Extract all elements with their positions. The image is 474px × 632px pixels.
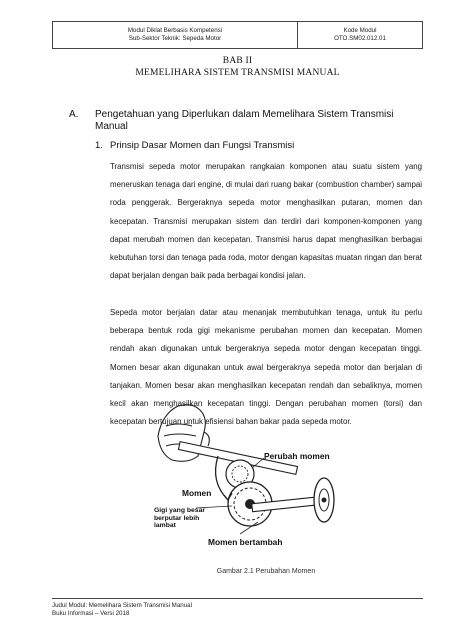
chapter-title: MEMELIHARA SISTEM TRANSMISI MANUAL [135, 68, 340, 78]
figure-perubahan-momen [148, 396, 338, 558]
page-footer [52, 598, 423, 618]
section-a-title: Pengetahuan yang Diperlukan dalam Memelihara Sistem Transmisi Manual [95, 109, 394, 132]
paragraph-transmisi-definition: Transmisi sepeda motor merupakan rangkaian komponen atau suatu sistem yang meneruskan tenaga dari engine, di mulai dari ruang bakar (combustion chamber) sampai roda penggerak. Bergeraknya sepeda motor menghasilkan putaran, momen dan kecepatan. Transmisi merupakan sistem dan terdiri dari komponen-komponen yang dapat merubah momen dan kecepatan. Transmisi harus dapat menghasilkan berbagai kebutuhan torsi dan tenaga pada roda, motor dengan kapasitas muatan ringan dan berat dapat berjalan dengan baik pada berbagai kondisi jalan. [110, 161, 422, 281]
subsection-number: 1. [95, 140, 103, 151]
module-code-value: OTO.SM02.012.01 [334, 35, 386, 42]
section-a-letter: A. [69, 109, 79, 120]
label-gigi-line2: berputar lebih [154, 514, 200, 522]
module-subsector-label: Sub-Sektor Teknik: Sepeda Motor [128, 35, 222, 42]
label-gigi-besar [154, 507, 205, 530]
module-header-right [298, 22, 422, 48]
footer-book-version: Buku Informasi – Versi 2018 [52, 610, 130, 617]
module-code-heading: Kode Modul [343, 27, 377, 34]
paragraph-momen-kecepatan: Sepeda motor berjalan datar atau menanjak membutuhkan tenaga, untuk itu perlu beberapa bentuk roda gigi mekanisme perubahan momen dan kecepatan. Momen rendah akan digunakan untuk bergeraknya sepeda motor dengan kecepatan tinggi. Momen besar akan digunakan untuk awal bergeraknya sepeda motor dan berjalan di tanjakan. Momen besar akan menghasilkan kecepatan rendah dan sebaliknya, momen kecil akan menghasilkan kecepatan tinggi. Dengan perubahan momen (torsi) dan kecepatan bertujuan untuk efisiensi bahan bakar pada sepeda motor. [110, 307, 422, 427]
label-momen: Momen [182, 488, 212, 498]
label-perubah-momen: Perubah momen [264, 451, 330, 461]
module-program-label: Modul Diklat Berbasis Kompetensi [127, 27, 223, 34]
subsection-title: Prinsip Dasar Momen dan Fungsi Transmisi [110, 140, 295, 151]
chapter-number: BAB II [222, 56, 253, 66]
torque-gear-illustration [148, 396, 338, 558]
module-header-left [53, 22, 298, 48]
label-gigi-line3: lambat [154, 522, 176, 530]
figure-caption: Gambar 2.1 Perubahan Momen [216, 568, 316, 575]
wheel-drum [314, 478, 334, 522]
module-header-table [52, 21, 423, 49]
footer-module-title: Judul Modul: Memelihara Sistem Transmisi Manual [52, 602, 192, 609]
label-gigi-line1: Gigi yang besar [154, 507, 205, 514]
label-momen-bertambah: Momen bertambah [208, 537, 283, 547]
